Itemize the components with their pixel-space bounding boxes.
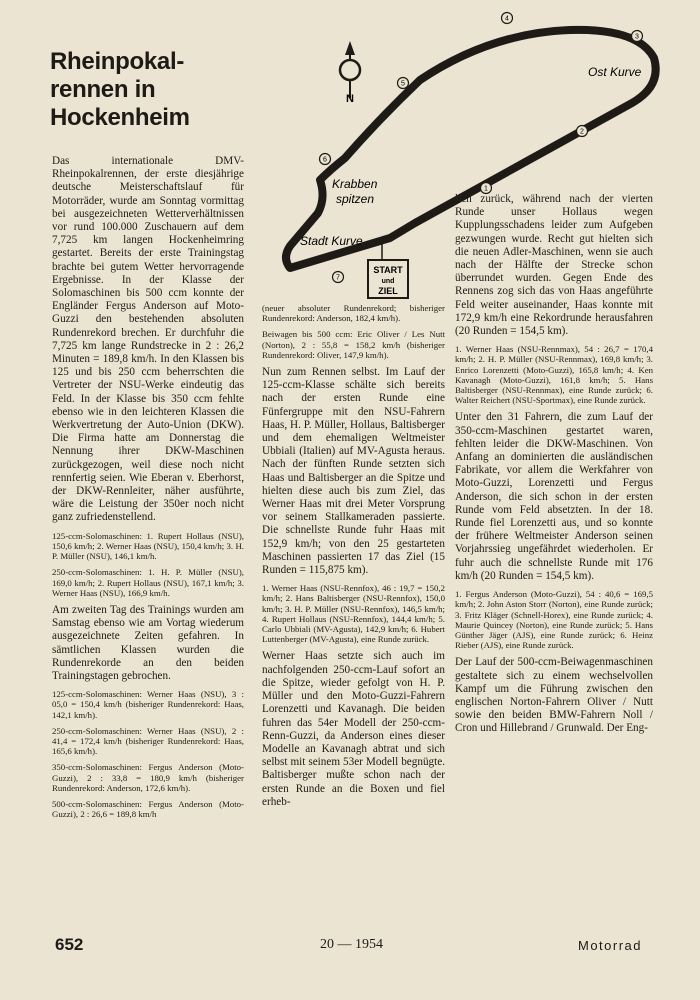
compass-icon xyxy=(340,41,360,105)
result-list: 1. Fergus Anderson (Moto-Guzzi), 54 : 40,6 = 169,5 km/h; 2. John Aston Storr (Norton), eine Runde zurück; 3. Fritz Kläger (Schnell-Horex), eine Runde zurück; 4. Maurie Quincey (Norton), eine Runde zurück; 5. Hans Günther Jäger (AJS), eine Runde zurück; 6. Heinz Rieber (AJS), eine Runde zurück. xyxy=(455,589,653,651)
result-list: 250-ccm-Solomaschinen: 1. H. P. Müller (NSU), 169,0 km/h; 2. Rupert Hollaus (NSU), 167,1 km/h; 3. Werner Haas (NSU), 166,9 km/h. xyxy=(52,567,244,598)
ziel-label: ZIEL xyxy=(378,286,398,296)
article-title xyxy=(50,48,250,132)
result-list: 125-ccm-Solomaschinen: Werner Haas (NSU), 3 : 05,0 = 150,4 km/h (bisheriger Rundenrekord: Haas, 142,1 km/h). xyxy=(52,689,244,720)
result-list: 500-ccm-Solomaschinen: Fergus Anderson (Moto-Guzzi), 2 : 26,6 = 189,8 km/h xyxy=(52,798,244,820)
track-marker-2: 2 xyxy=(580,128,584,136)
body-paragraph: lich zurück, während nach der vierten Runde unser Hollaus wegen Kupplungsschadens leider zum Aufgeben gezwungen wurde. Recht gut hielten sich die neuen Adler-Maschinen, wenn sie auch nach der Hälfte der Strecke schon überrundet wurden. Gegen Ende des Rennens zog sich das von Haas angeführte Feld weiter auseinander, Haas konnte mit 172,9 km/h eine Rekordrunde herausfahren (20 Runden = 154,5 km). xyxy=(455,193,653,338)
body-paragraph: Nun zum Rennen selbst. Im Lauf der 125-ccm-Klasse schälte sich bereits nach der ersten Runde eine Fünfergruppe mit den NSU-Fahrern Haas, H. P. Müller, Hollaus, Baltisberger und dem ehemaligen Weltmeister Ubbiali (Italien) auf MV-Agusta heraus. Nach der fünften Runde setzten sich Haas und Baltisberger an die Spitze und hielten diese auch bis zum Ziel, das Werner Haas mit drei Meter Vorsprung vor seinem Stallkameraden passierte. Die schnellste Runde fuhr Haas mit 152,9 km/h; von den 25 gestarteten Maschinen passierten 17 das Ziel (15 Runden = 115,875 km). xyxy=(262,366,445,577)
body-paragraph: Der Lauf der 500-ccm-Beiwagenmaschinen gestaltete sich zu einem wechselvollen Kampf um die Führung zwischen den englischen Norton-Fahrern Oliver / Nutt sowie den beiden BMW-Fahrern Noll / Cron und Hillebrand / Grunwald. Der Eng- xyxy=(455,656,653,735)
track-marker-3: 3 xyxy=(635,33,639,41)
title-line: rennen in xyxy=(50,76,156,103)
result-list: Beiwagen bis 500 ccm: Eric Oliver / Les Nutt (Norton), 2 : 55,8 = 158,2 km/h (bisheriger Rundenrekord: Oliver, 147,9 km/h). xyxy=(262,329,445,360)
result-list: 1. Werner Haas (NSU-Rennfox), 46 : 19,7 = 150,2 km/h; 2. Hans Baltisberger (NSU-Rennfox), 150,0 km/h; 3. H. P. Müller (NSU-Rennfox), 146,5 km/h; 4. Rupert Hollaus (NSU-Rennfox), 144,4 km/h; 5. Carlo Ubbiali (MV-Agusta), 142,9 km/h; 6. Hubert Luttenberger (MV-Agusta), eine Runde zurück. xyxy=(262,583,445,645)
track-marker-7: 7 xyxy=(336,274,340,282)
compass-north-label: N xyxy=(346,93,354,105)
title-line: Hockenheim xyxy=(50,104,190,131)
column-2 xyxy=(262,303,445,815)
stadt-kurve-label: Stadt Kurve xyxy=(300,234,363,248)
body-paragraph: Das internationale DMV-Rheinpokalrennen, der erste diesjährige deutsche Meisterschaftslauf für Motorräder, wurde am Sonntag vormittag bei ausgezeichneten Wetterverhältnissen vor rund 100.000 Zuschauern auf dem 7,725 km langen Hockenheimring gestartet. Bereits der erste Trainingstag brachte bei gutem Wetter hervorragende Ergebnisse. In der Klasse der Solomaschinen bis 500 ccm konnte der Engländer Fergus Anderson auf Moto-Guzzi den bestehenden absoluten Rundenrekord brechen. Er durchfuhr die 7,725 km lange Rundstrecke in 2 : 26,2 Minuten = 189,8 km/h. In den Klassen bis 125 und bis 250 ccm beherrschten die Vertreter der NSU-Werke eindeutig das Feld. In der Klasse bis 350 ccm fehlte ebenso wie in den leichteren Klassen die Werkvertretung der Auto-Union (DKW). Die Firma hatte am Donnerstag die Nennung ihrer DKW-Maschinen zurückgezogen, weil diese noch nicht rennfertig seien. Wie Eberan v. Eberhorst, der DKW-Rennleiter, näher ausführte, wäre die Leistung der 350er noch nicht ganz zufriedenstellend. xyxy=(52,155,244,524)
title-line: Rheinpokal- xyxy=(50,48,185,75)
page-number: 652 xyxy=(55,935,84,954)
track-marker-1: 1 xyxy=(484,185,488,193)
column-3 xyxy=(455,193,653,742)
result-list: 250-ccm-Solomaschinen: Werner Haas (NSU), 2 : 41,4 = 172,4 km/h (bisheriger Rundenrekord: Haas, 165,6 km/h). xyxy=(52,725,244,757)
issue-number: 20 — 1954 xyxy=(320,937,383,952)
und-label: und xyxy=(381,278,395,285)
column-1 xyxy=(52,155,244,825)
result-list: 1. Werner Haas (NSU-Rennmax), 54 : 26,7 = 170,4 km/h; 2. H. P. Müller (NSU-Rennmax), 169,8 km/h; 3. Enrico Lorenzetti (Moto-Guzzi), 165,8 km/h; 4. Ken Kavanagh (Moto-Guzzi), 161,8 km/h; 5. Hans Baltisberger (NSU-Rennmax), eine Runde zurück; 6. Walter Reichert (NSU-Sportmax), eine Runde zurück. xyxy=(455,344,653,406)
magazine-name: Motorrad xyxy=(578,938,643,953)
start-label: START xyxy=(373,265,403,275)
result-list: (neuer absoluter Rundenrekord; bisheriger Rundenrekord: Anderson, 182,4 km/h). xyxy=(262,303,445,324)
track-marker-5: 5 xyxy=(401,80,405,88)
page-footer xyxy=(0,935,700,965)
body-paragraph: Am zweiten Tag des Trainings wurden am Samstag ebenso wie am Vortag wiederum ausgezeichnete Zeiten gefahren. In sämtlichen Klassen wurden die Rundenrekorde an den beiden Trainingstagen gebrochen. xyxy=(52,603,244,682)
body-paragraph: Werner Haas setzte sich auch im nachfolgenden 250-ccm-Lauf sofort an die Spitze, wieder gefolgt von H. P. Müller und den Moto-Guzzi-Fahrern Lorenzetti und Kavanagh. Die beiden fuhren das 54er Modell der 250-ccm-Renn-Guzzi, da Anderson eines dieser Modelle an Kavanagh abtrat und sich selbst mit seinem 53er Modell begnügte. Baltisberger mußte schon nach der ersten Runde an die Boxen und fiel erheb- xyxy=(262,650,445,808)
krabben-label: Krabben xyxy=(332,177,378,191)
ost-kurve-label: Ost Kurve xyxy=(588,65,642,79)
spitzen-label: spitzen xyxy=(336,192,375,206)
body-paragraph: Unter den 31 Fahrern, die zum Lauf der 350-ccm-Maschinen gestartet waren, fehlten leider die DKW-Maschinen. Von Anfang an dominierten die ausländischen Fabrikate, vor allem die Werkfahrer von Moto-Guzzi, Lorenzetti und Fergus Anderson, die sich schon in der ersten Runde vom Feld absetzten. In der 18. Runde fiel Lorenzetti aus, und so konnte der frühere Weltmeister Anderson seinen Vorjahrssieg ungefährdet wiederholen. Er fuhr auch die schnellste Runde mit 176 km/h (20 Runden = 154,5 km). xyxy=(455,411,653,582)
result-list: 350-ccm-Solomaschinen: Fergus Anderson (Moto-Guzzi), 2 : 33,8 = 180,9 km/h (bisheriger Rundenrekord: Anderson, 172,6 km/h). xyxy=(52,762,244,793)
track-marker-4: 4 xyxy=(505,15,509,23)
track-marker-6: 6 xyxy=(323,156,327,164)
result-list: 125-ccm-Solomaschinen: 1. Rupert Hollaus (NSU), 150,6 km/h; 2. Werner Haas (NSU), 150,4 km/h; 3. H. P. Müller (NSU), 146,1 km/h. xyxy=(52,530,244,562)
